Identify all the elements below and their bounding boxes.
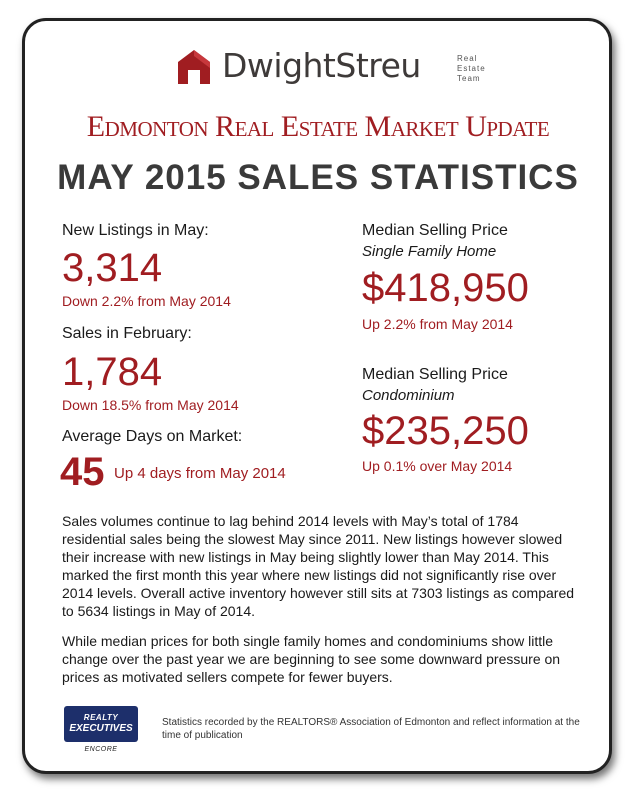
brand-tagline-line: Estate — [457, 64, 486, 73]
new-listings-change: Down 2.2% from May 2014 — [62, 293, 231, 309]
source-footnote: Statistics recorded by the REALTORS® Association of Edmonton and reflect information at the time of publication — [162, 717, 580, 741]
median-condo-value: $235,250 — [362, 409, 529, 453]
realty-executives-logo — [64, 706, 140, 758]
house-icon — [176, 48, 212, 86]
logo-line-1: REALTY — [83, 713, 119, 722]
median-condo-label: Median Selling Price — [362, 366, 508, 383]
logo-line-2: EXECUTIVES — [69, 723, 133, 734]
logo-line-3: ENCORE — [84, 746, 118, 753]
sales-change: Down 18.5% from May 2014 — [62, 397, 239, 413]
median-sfh-change: Up 2.2% from May 2014 — [362, 316, 513, 332]
brand-tagline-line: Real — [457, 54, 478, 63]
brand-name: DwightStreu — [222, 46, 421, 85]
brand-tagline-line: Team — [457, 74, 481, 83]
brand-tagline — [457, 54, 497, 84]
sales-value: 1,784 — [62, 350, 163, 394]
brand-logo — [176, 46, 486, 90]
market-outlook-paragraph: While median prices for both single family homes and condominiums show little change over the past year we are beginning to see some downward pressure on prices as motivated sellers compete for fewer buyers. — [62, 633, 561, 685]
days-on-market-change: Up 4 days from May 2014 — [114, 465, 286, 482]
median-sfh-sublabel: Single Family Home — [362, 243, 497, 260]
median-sfh-label: Median Selling Price — [362, 222, 508, 239]
new-listings-value: 3,314 — [62, 246, 163, 290]
sales-label: Sales in February: — [62, 325, 192, 342]
headline: Edmonton Real Estate Market Update — [86, 110, 550, 143]
new-listings-label: New Listings in May: — [62, 222, 209, 239]
days-on-market-label: Average Days on Market: — [62, 428, 243, 445]
median-condo-sublabel: Condominium — [362, 387, 455, 404]
days-on-market-value: 45 — [60, 450, 105, 494]
median-sfh-value: $418,950 — [362, 266, 529, 310]
subhead: MAY 2015 SALES STATISTICS — [57, 158, 579, 197]
median-condo-change: Up 0.1% over May 2014 — [362, 458, 513, 474]
market-summary-paragraph: Sales volumes continue to lag behind 2014 levels with May’s total of 1784 residential sales being the slowest May since 2011. New listings however slowed their increase with new listings in May being slightly lower than May 2014. This marked the first month this year where new listings did not significantly rise over 2014 levels. Overall active inventory however still sits at 7303 listings as compared to 5634 listings in May of 2014. — [62, 513, 575, 619]
